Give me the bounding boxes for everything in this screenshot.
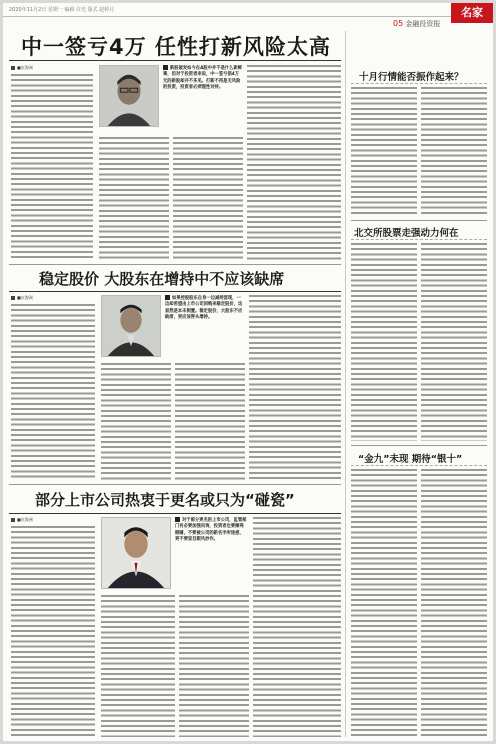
byline: ■皮海洲 (11, 295, 95, 301)
quote-marker (165, 295, 170, 300)
page-header-strip (3, 3, 493, 17)
sidebar-3-headline: “金九”未现 期待“银十” (358, 454, 463, 465)
newspaper-page (3, 3, 493, 741)
divider (9, 513, 341, 514)
column-divider (345, 31, 346, 737)
body-text (11, 74, 93, 261)
article-1-pullquote: 新股破发如今在A股中并不是什么新鲜事，但对于投资者来说，中一签亏损4万元的新股却并不多见。打新不再是无风险的投资，投资者必须理性对待。 (163, 66, 243, 91)
article-3-pullquote: 对于部分更名的上市公司，监管部门有必要加强问询，投资者也要擦亮眼睛，不要被公司的新名字所迷惑，更不要盲目跟风炒作。 (175, 518, 247, 543)
article-3-col-1 (11, 517, 95, 737)
page-name: 金融投资报 (405, 20, 441, 28)
divider (351, 83, 487, 84)
sidebar-3-col-1 (351, 469, 417, 737)
author-photo (101, 517, 171, 589)
quote-marker (175, 517, 180, 522)
sidebar-1-headline: 十月行情能否振作起来？ (359, 72, 464, 83)
article-2-headline: 稳定股价 大股东在增持中不应该缺席 (39, 270, 285, 288)
divider (351, 239, 487, 240)
divider (9, 291, 341, 292)
sidebar-1-col-1 (351, 87, 417, 217)
article-3-col-3 (179, 595, 249, 737)
byline: ■皮海洲 (11, 65, 93, 71)
article-2-col-4 (249, 295, 341, 481)
divider (9, 60, 341, 61)
article-3-col-4 (253, 517, 341, 737)
article-2-pullquote: 如果控股股东自身一边减持套现，一边却希望由上市公司回购来稳定股价，这显然是本末倒置。稳定股价，大股东不应缺席，更应该带头增持。 (165, 296, 243, 321)
byline: ■皮海洲 (11, 517, 95, 523)
sidebar-2-col-1 (351, 243, 417, 441)
author-photo (99, 65, 159, 127)
divider (9, 264, 341, 265)
article-2-col-3 (175, 363, 245, 481)
article-3-col-2 (101, 595, 175, 737)
article-1-col-2 (99, 137, 169, 261)
divider (351, 465, 487, 466)
divider (9, 484, 341, 485)
author-photo (101, 295, 161, 357)
issue-meta: 2020年11月2日 星期一 编辑 许光 版式 赵婷月 (9, 7, 115, 13)
article-2-col-2 (101, 363, 171, 481)
article-1-col-4 (247, 65, 341, 261)
section-tag: 名家 (451, 3, 493, 23)
article-1-headline: 中一签亏4万 任性打新风险太高 (21, 35, 331, 59)
quote-marker (163, 65, 168, 70)
sidebar-3-col-2 (421, 469, 487, 737)
page-number (393, 19, 440, 29)
article-1-col-1 (11, 65, 93, 261)
sidebar-2-col-2 (421, 243, 487, 441)
sidebar-1-col-2 (421, 87, 487, 217)
article-3-headline: 部分上市公司热衷于更名或只为“碰瓷” (35, 491, 295, 509)
article-2-col-1 (11, 295, 95, 481)
page-number-value: 05 (393, 19, 404, 28)
sidebar-2-headline: 北交所股票走强动力何在 (354, 228, 459, 239)
divider (351, 220, 487, 221)
article-1-col-3 (173, 137, 243, 261)
divider (351, 445, 487, 446)
